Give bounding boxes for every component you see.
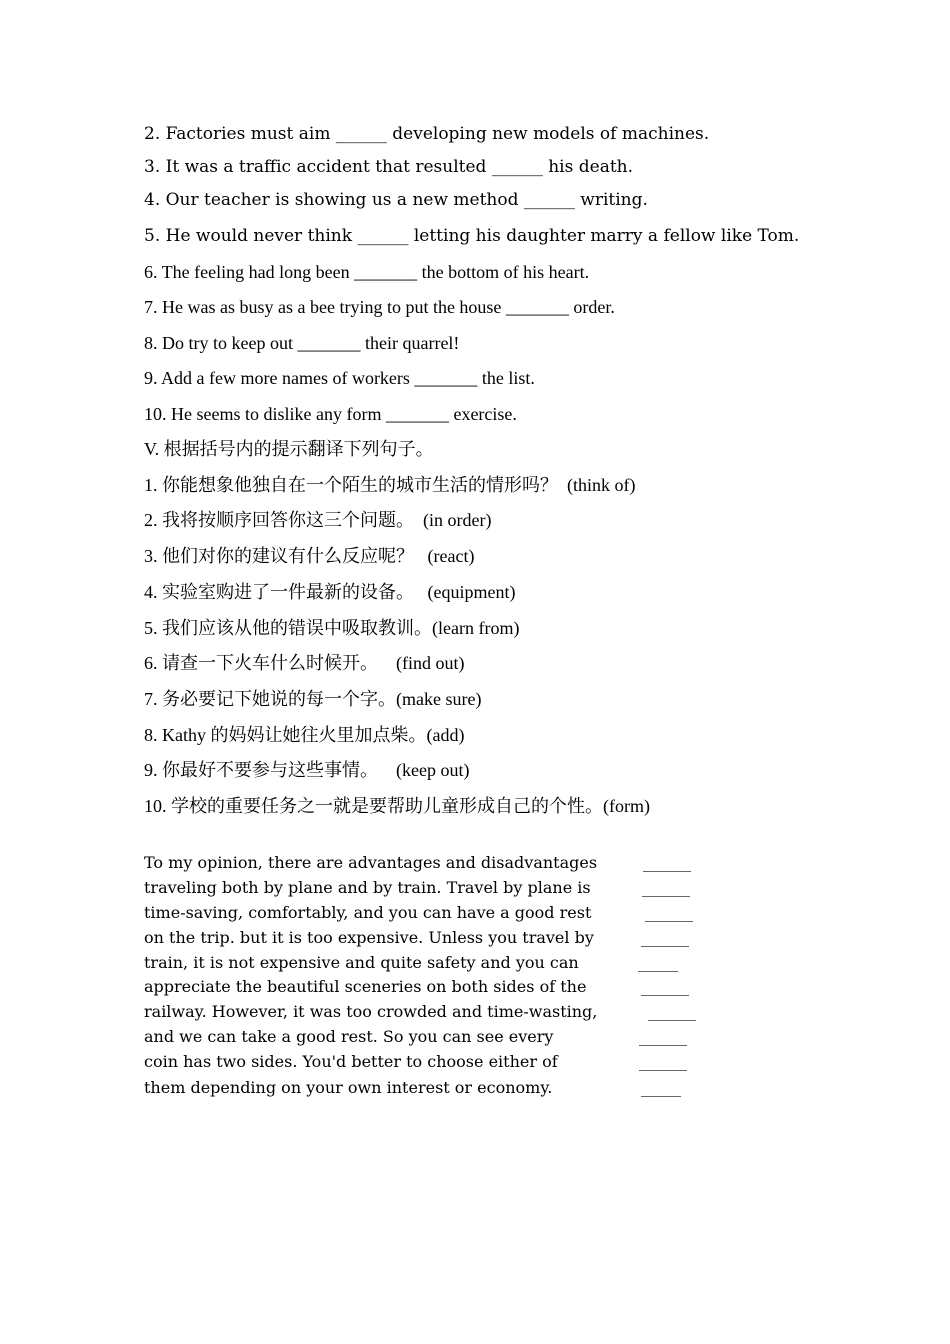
translate-item-1: 1. 你能想象他独自在一个陌生的城市生活的情形吗？ (think of) (144, 475, 636, 495)
passage-line-6: appreciate the beautiful sceneries on both sides of the (144, 977, 587, 996)
passage-line-4: on the trip. but it is too expensive. Unless you travel by (144, 928, 594, 947)
passage-line-8: and we can take a good rest. So you can see every (144, 1027, 554, 1046)
passage-line-10: them depending on your own interest or economy. (144, 1078, 553, 1097)
section-v-heading: V. 根据括号内的提示翻译下列句子。 (144, 439, 434, 459)
fill-in-item-8: 8. Do try to keep out _______ their quarrel! (144, 333, 460, 353)
answer-blank-4: ______ (641, 928, 689, 947)
translate-item-4: 4. 实验室购进了一件最新的设备。 (equipment) (144, 582, 516, 602)
fill-in-item-7: 7. He was as busy as a bee trying to put the house _______ order. (144, 297, 615, 317)
translate-item-5: 5. 我们应该从他的错误中吸取教训。(learn from) (144, 618, 520, 638)
fill-in-item-9: 9. Add a few more names of workers _______ the list. (144, 368, 535, 388)
answer-blank-8: ______ (639, 1027, 687, 1046)
answer-blank-5: _____ (638, 953, 678, 972)
answer-blank-6: ______ (641, 977, 689, 996)
translate-item-7: 7. 务必要记下她说的每一个字。(make sure) (144, 689, 482, 709)
answer-blank-2: ______ (642, 878, 690, 897)
answer-blank-7: ______ (648, 1002, 696, 1021)
fill-in-item-6: 6. The feeling had long been _______ the bottom of his heart. (144, 262, 590, 282)
translate-item-10: 10. 学校的重要任务之一就是要帮助儿童形成自己的个性。(form) (144, 796, 650, 816)
passage-line-9: coin has two sides. You'd better to choose either of (144, 1052, 558, 1071)
answer-blank-1: ______ (643, 853, 691, 872)
answer-blank-9: ______ (639, 1052, 687, 1071)
passage-line-7: railway. However, it was too crowded and time-wasting, (144, 1002, 598, 1021)
answer-blank-10: _____ (641, 1078, 681, 1097)
translate-item-8: 8. Kathy 的妈妈让她往火里加点柴。(add) (144, 725, 465, 745)
translate-item-2: 2. 我将按顺序回答你这三个问题。 (in order) (144, 510, 492, 530)
fill-in-item-2: 2. Factories must aim ______ developing new models of machines. (144, 124, 710, 144)
translate-item-3: 3. 他们对你的建议有什么反应呢？ (react) (144, 546, 475, 566)
fill-in-item-3: 3. It was a traffic accident that resulted ______ his death. (144, 157, 634, 177)
fill-in-item-10: 10. He seems to dislike any form _______ exercise. (144, 404, 517, 424)
fill-in-item-5: 5. He would never think ______ letting his daughter marry a fellow like Tom. (144, 226, 800, 246)
fill-in-item-4: 4. Our teacher is showing us a new method ______ writing. (144, 190, 648, 210)
passage-line-5: train, it is not expensive and quite safety and you can (144, 953, 579, 972)
translate-item-9: 9. 你最好不要参与这些事情。 (keep out) (144, 760, 470, 780)
passage-line-3: time-saving, comfortably, and you can have a good rest (144, 903, 592, 922)
translate-item-6: 6. 请查一下火车什么时候开。 (find out) (144, 653, 465, 673)
answer-blank-3: ______ (645, 903, 693, 922)
passage-line-1: To my opinion, there are advantages and disadvantages (144, 853, 598, 872)
passage-line-2: traveling both by plane and by train. Travel by plane is (144, 878, 591, 897)
